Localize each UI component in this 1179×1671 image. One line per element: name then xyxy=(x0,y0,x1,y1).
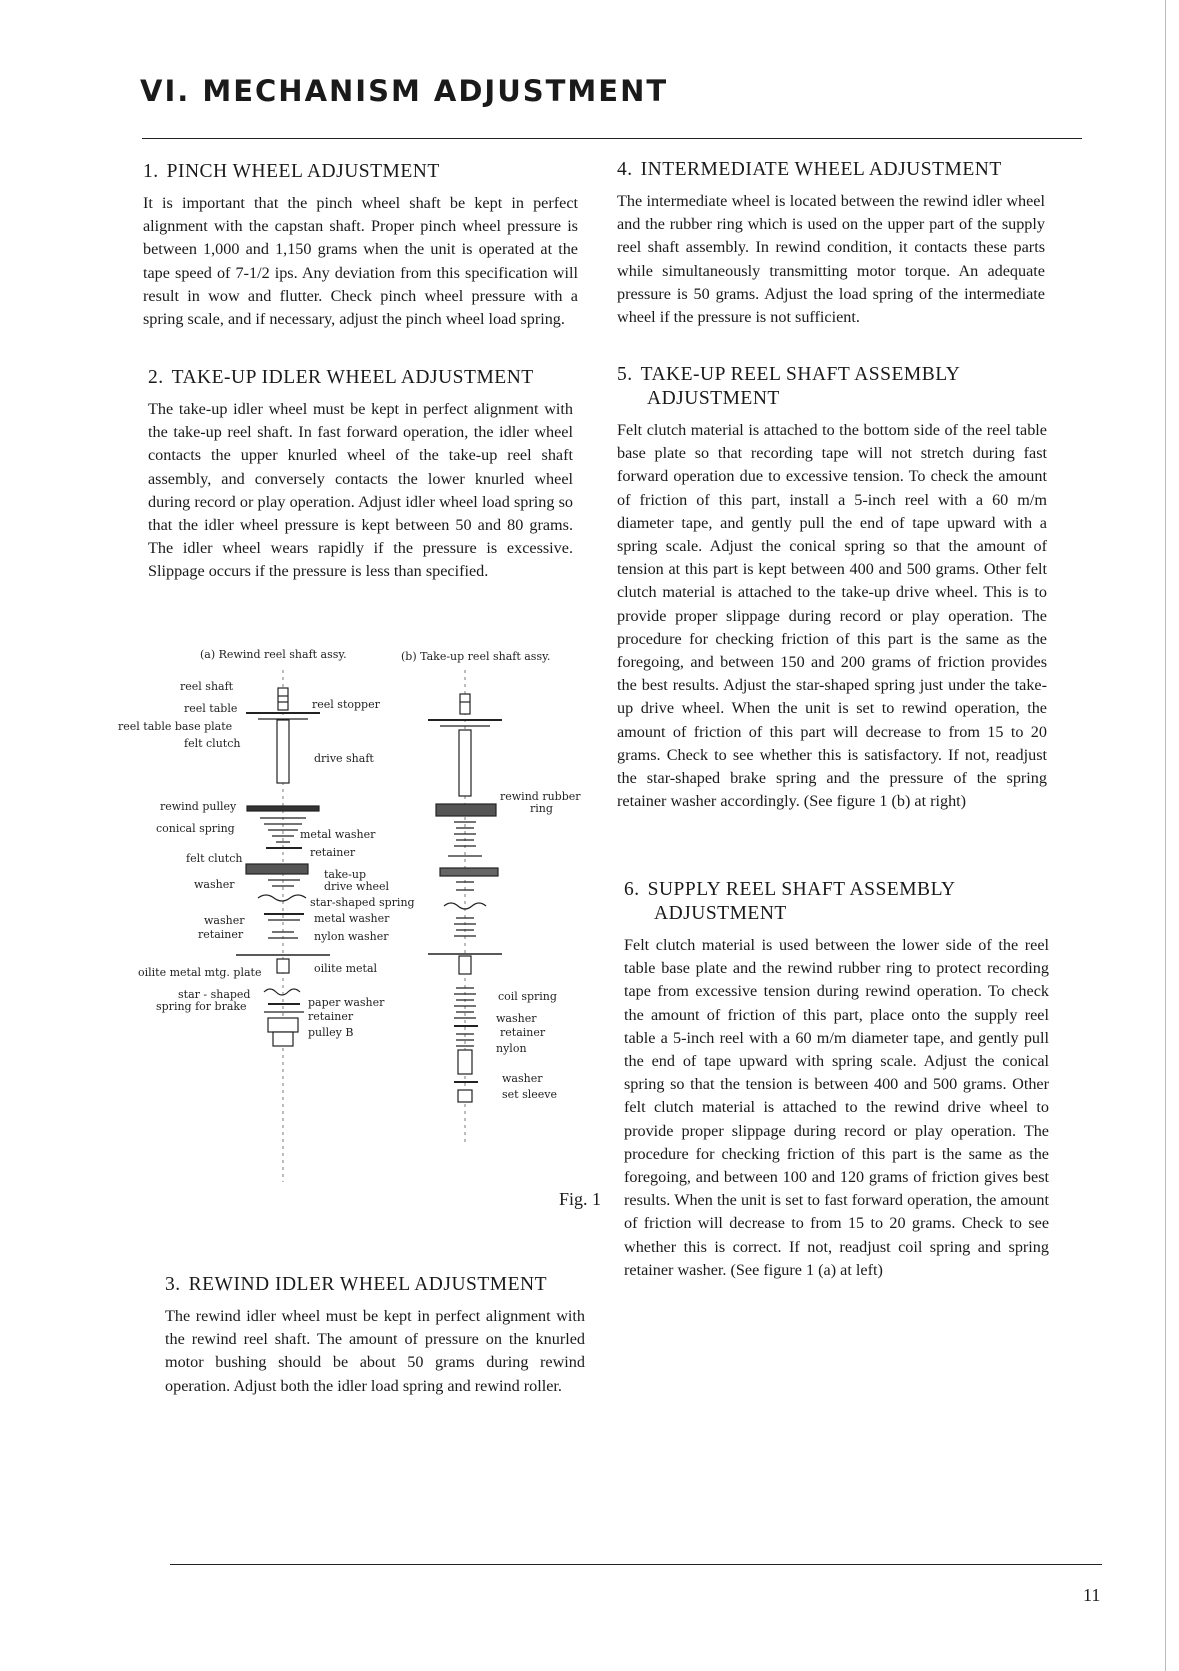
label-washer-b2: washer xyxy=(502,1072,543,1085)
label-star-shaped-spring: star-shaped spring xyxy=(310,896,415,909)
label-washer-b: washer xyxy=(496,1012,537,1025)
figure-1-diagram xyxy=(118,648,628,1190)
section-takeup-reel-shaft xyxy=(617,363,1047,813)
label-metal-washer-2: metal washer xyxy=(314,912,390,925)
label-reel-table-base-plate: reel table base plate xyxy=(118,720,233,733)
label-rewind-rubber: rewind rubber xyxy=(500,790,581,803)
label-takeup: take-up xyxy=(324,868,366,881)
figure-caption: Fig. 1 xyxy=(559,1189,602,1209)
label-metal-washer: metal washer xyxy=(300,828,376,841)
subfig-a-title: (a) Rewind reel shaft assy. xyxy=(200,648,347,661)
section-heading: 5. TAKE-UP REEL SHAFT ASSEMBLY ADJUSTMENT xyxy=(617,364,960,409)
label-felt-clutch-top: felt clutch xyxy=(184,737,241,750)
label-washer-2: washer xyxy=(204,914,245,927)
label-oilite-metal: oilite metal xyxy=(314,962,378,975)
section-body: The take-up idler wheel must be kept in perfect alignment with the take-up reel shaft. In fast forward operation, the idler wheel contacts the upper knurled wheel of the take-up reel shaft assembly, and conversely contacts the lower knurled wheel during record or play operation. Adjust idler wheel load spring so that the idler wheel pressure is kept between 50 and 80 grams. The idler wheel wears rapidly if the pressure is excessive. Slippage occurs if the pressure is less than specified. xyxy=(148,400,573,581)
section-intermediate-wheel xyxy=(617,158,1045,329)
section-heading: 2. TAKE-UP IDLER WHEEL ADJUSTMENT xyxy=(148,367,534,388)
subfig-b-title: (b) Take-up reel shaft assy. xyxy=(401,650,551,663)
label-star-brake-2: spring for brake xyxy=(156,1000,247,1013)
label-reel-shaft: reel shaft xyxy=(180,680,234,693)
label-nylon-washer: nylon washer xyxy=(314,930,389,943)
section-body: Felt clutch material is used between the lower side of the reel table base plate and the rewind rubber ring to protect recording tape from excessive tension during rewind operation. To check the amount of friction of this part, place onto the supply reel table a 5-inch reel with a 60 m/m diameter tape, and gently pull the end of tape upward with spring scale. Adjust the conical spring so that the tension is between 400 and 500 grams. Other felt clutch material is attached to the rewind drive wheel to provide proper slippage during record or play operation. The procedure for checking friction of this part is the same as the foregoing, and between 100 and 120 grams of friction gives best results. When the unit is set to fast forward operation, the amount of friction will decrease to from 15 to 20 grams. Check to see whether this is correct. If not, readjust coil spring and spring retainer washer. (See figure 1 (a) at left) xyxy=(624,936,1049,1279)
label-paper-washer: paper washer xyxy=(308,996,385,1009)
label-coil-spring: coil spring xyxy=(498,990,557,1003)
label-rewind-pulley: rewind pulley xyxy=(160,800,237,813)
section-body: The intermediate wheel is located between the rewind idler wheel and the rubber ring which is used on the upper part of the supply reel shaft assembly. In rewind condition, it contacts these parts while simultaneously transmitting motor torque. An adequate pressure is 50 grams. Adjust the load spring of the intermediate wheel if the pressure is not sufficient. xyxy=(617,192,1045,327)
label-retainer-3: retainer xyxy=(308,1010,354,1023)
label-set-sleeve: set sleeve xyxy=(502,1088,557,1101)
section-rewind-idler xyxy=(165,1273,585,1398)
label-retainer-2: retainer xyxy=(198,928,244,941)
label-pulley-b: pulley B xyxy=(308,1026,354,1039)
label-drive-wheel: drive wheel xyxy=(324,880,390,893)
rewind-reel-shaft-assembly xyxy=(236,670,330,1182)
label-star-brake-1: star - shaped xyxy=(178,988,251,1001)
label-felt-clutch: felt clutch xyxy=(186,852,243,865)
page-number: 11 xyxy=(1083,1585,1101,1605)
section-body: It is important that the pinch wheel shaft be kept in perfect alignment with the capstan shaft. Proper pinch wheel pressure is between 1,000 and 1,150 grams when the unit is operated at the tape speed of 7-1/2 ips. Any deviation from this specification will result in wow and flutter. Check pinch wheel pressure with a spring scale, and if necessary, adjust the pinch wheel load spring. xyxy=(143,194,578,329)
section-heading: 3. REWIND IDLER WHEEL ADJUSTMENT xyxy=(165,1274,548,1295)
page-title: VI. MECHANISM ADJUSTMENT xyxy=(140,74,669,108)
label-retainer-b: retainer xyxy=(500,1026,546,1039)
section-takeup-idler xyxy=(148,366,573,584)
label-conical-spring: conical spring xyxy=(156,822,235,835)
page-edge-line xyxy=(1165,0,1166,1671)
takeup-reel-shaft-assembly xyxy=(428,670,502,1145)
top-divider xyxy=(142,138,1082,139)
label-reel-table: reel table xyxy=(184,702,238,715)
label-reel-stopper: reel stopper xyxy=(312,698,380,711)
label-washer-1: washer xyxy=(194,878,235,891)
section-body: Felt clutch material is attached to the bottom side of the reel table base plate so that recording tape will not stretch during fast forward operation due to excessive tension. To check the amount of friction of this part, install a 5-inch reel with a 60 m/m diameter tape, and gently pull the end of tape upward with a spring scale. Adjust the conical spring so that the amount of tension at this part is kept between 400 and 500 grams. Other felt clutch material is attached to the take-up drive wheel. This is to provide proper slippage during record or play operation. The procedure for checking friction of this part is the same as the foregoing, and between 150 and 200 grams of friction provides the best results. Adjust the star-shaped spring just under the take-up drive wheel. When the unit is set to rewind operation, the amount of friction of this part will decrease to from 15 to 20 grams. Check to see whether this is satisfactory. If not, readjust the star-shaped brake spring and the pressure of the spring retainer washer accordingly. (See figure 1 (b) at right) xyxy=(617,421,1047,811)
label-drive-shaft: drive shaft xyxy=(314,752,374,765)
label-rewind-rubber-ring: ring xyxy=(530,802,553,815)
section-supply-reel-shaft xyxy=(624,878,1049,1282)
section-heading: 4. INTERMEDIATE WHEEL ADJUSTMENT xyxy=(617,159,1002,180)
label-retainer-1: retainer xyxy=(310,846,356,859)
section-heading: 1. PINCH WHEEL ADJUSTMENT xyxy=(143,161,440,182)
label-nylon: nylon xyxy=(496,1042,527,1055)
section-heading: 6. SUPPLY REEL SHAFT ASSEMBLY ADJUSTMENT xyxy=(624,879,955,924)
section-pinch-wheel xyxy=(143,160,578,331)
bottom-divider xyxy=(170,1564,1102,1565)
label-oilite-plate: oilite metal mtg. plate xyxy=(138,966,262,979)
section-body: The rewind idler wheel must be kept in perfect alignment with the rewind reel shaft. The amount of pressure on the knurled motor bushing should be about 50 grams during rewind operation. Adjust both the idler load spring and rewind roller. xyxy=(165,1307,585,1395)
